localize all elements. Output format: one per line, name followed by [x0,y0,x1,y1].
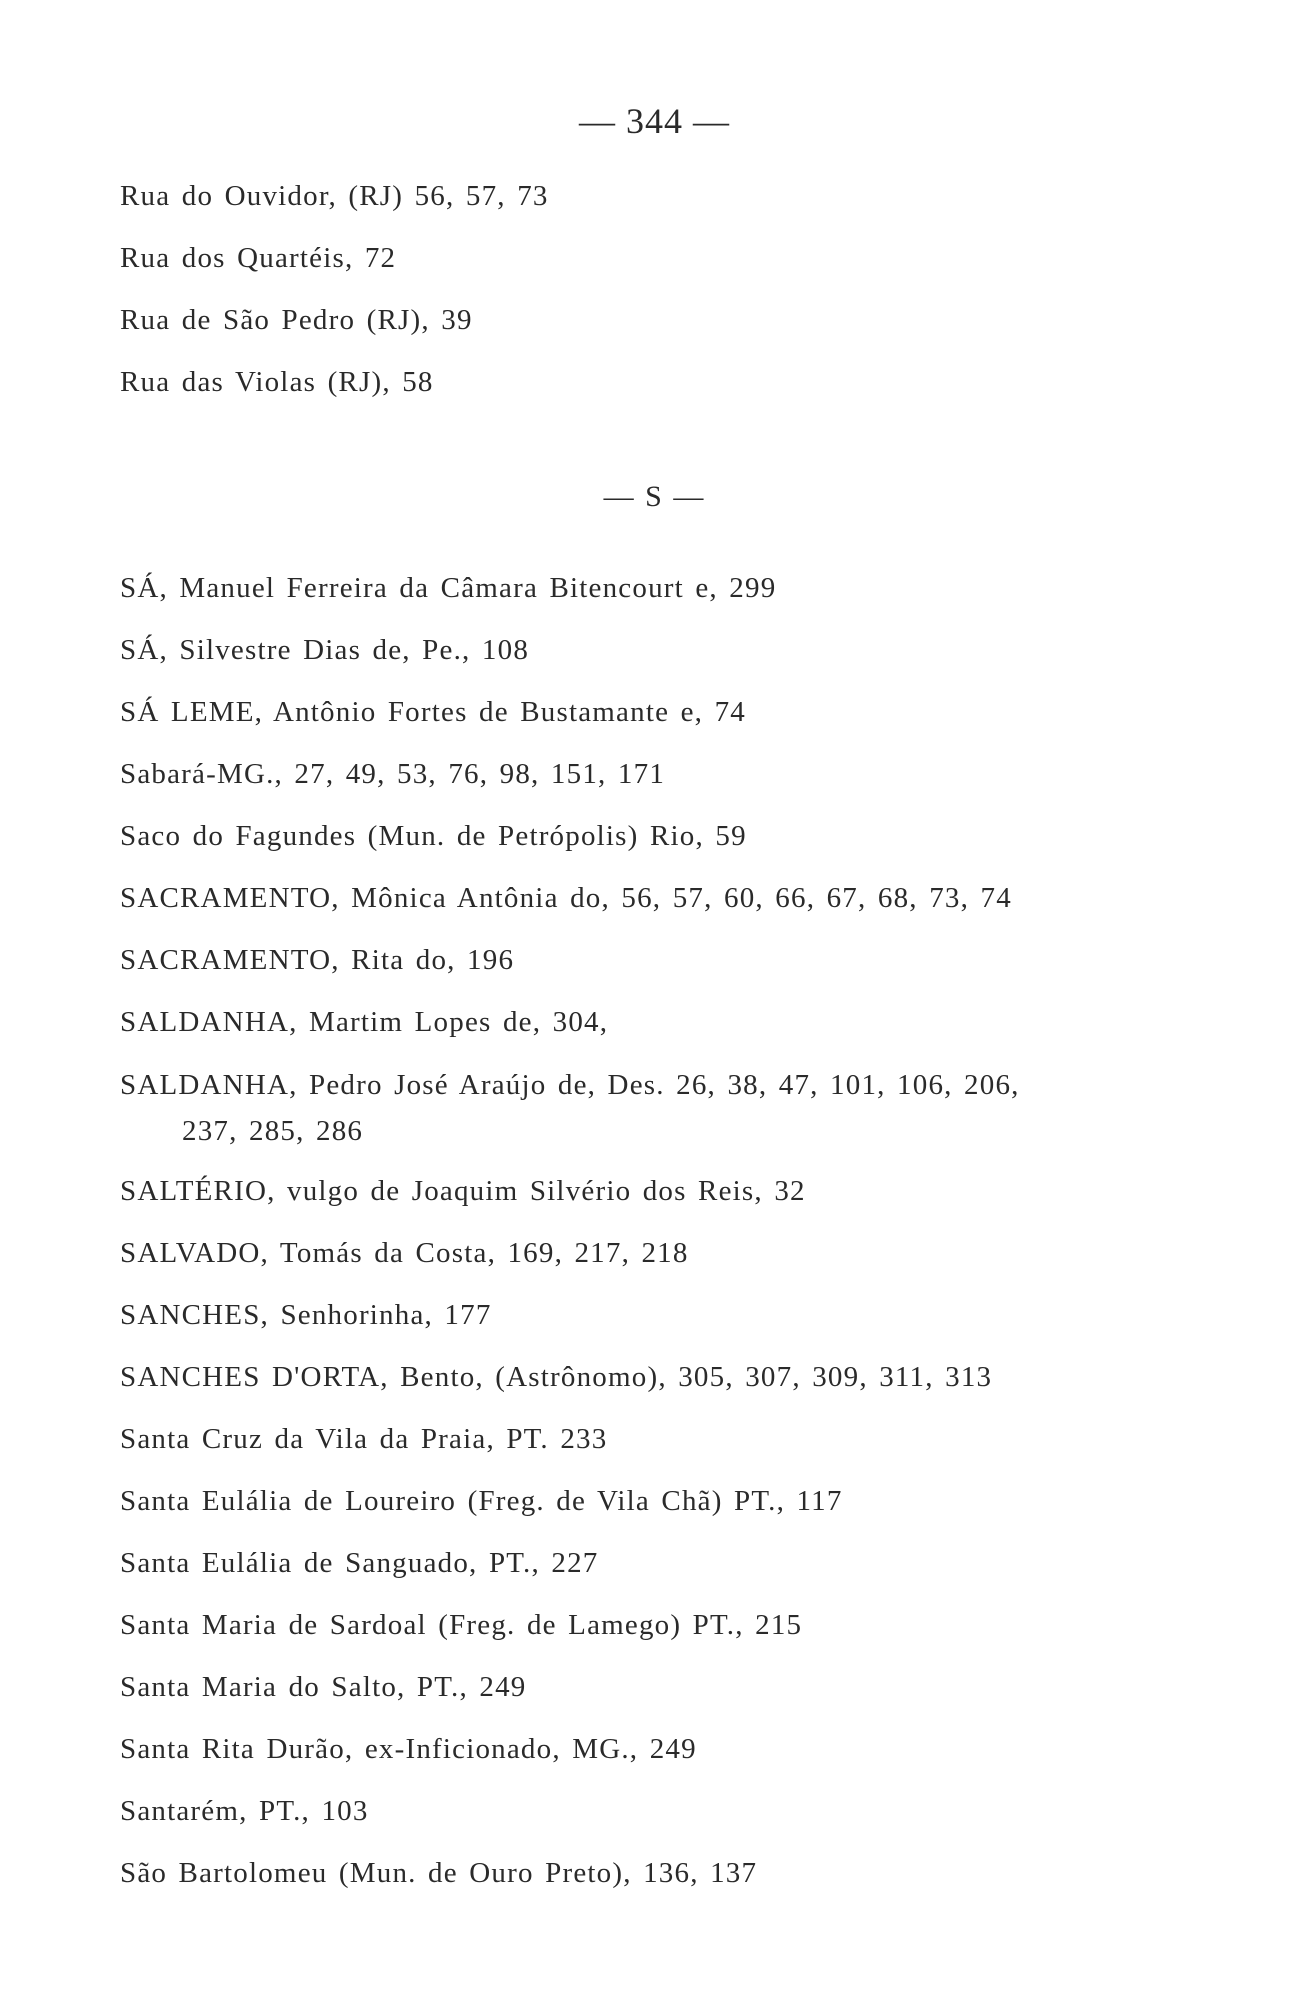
index-entry: SACRAMENTO, Mônica Antônia do, 56, 57, 60, 66, 67, 68, 73, 74 [120,882,1012,914]
index-entry: Santa Maria de Sardoal (Freg. de Lamego) PT., 215 [120,1609,803,1641]
page-number: — 344 — [579,101,730,141]
index-entry: SÁ, Silvestre Dias de, Pe., 108 [120,634,530,666]
index-entry: SÁ, Manuel Ferreira da Câmara Bitencourt e, 299 [120,572,777,604]
index-entry: SANCHES D'ORTA, Bento, (Astrônomo), 305, 307, 309, 311, 313 [120,1361,993,1393]
index-entry: Santa Rita Durão, ex-Inficionado, MG., 249 [120,1733,697,1765]
index-entry: Rua dos Quartéis, 72 [120,242,397,274]
index-entry: Santa Cruz da Vila da Praia, PT. 233 [120,1423,608,1455]
index-entry: Santa Eulália de Loureiro (Freg. de Vila Chã) PT., 117 [120,1485,843,1517]
index-entry: Sabará-MG., 27, 49, 53, 76, 98, 151, 171 [120,758,666,790]
index-entry: SALTÉRIO, vulgo de Joaquim Silvério dos Reis, 32 [120,1175,806,1207]
index-entry: Santa Eulália de Sanguado, PT., 227 [120,1547,599,1579]
index-entry: SÁ LEME, Antônio Fortes de Bustamante e, 74 [120,696,746,728]
section-letter: — S — [603,480,706,513]
index-entry: Rua do Ouvidor, (RJ) 56, 57, 73 [120,180,549,212]
entry-text: SALDANHA, Pedro José Araújo de, Des. 26, 38, 47, 101, 106, 206, [120,1069,1020,1101]
index-entry: Rua de São Pedro (RJ), 39 [120,304,473,336]
index-entry: SACRAMENTO, Rita do, 196 [120,944,515,976]
index-entry: Rua das Violas (RJ), 58 [120,366,434,398]
index-entry: Santa Maria do Salto, PT., 249 [120,1671,527,1703]
index-entry: SALDANHA, Martim Lopes de, 304, [120,1006,609,1038]
index-entry: São Bartolomeu (Mun. de Ouro Preto), 136, 137 [120,1857,758,1889]
entry-continuation: 237, 285, 286 [182,1115,364,1147]
index-entry [120,1062,1200,1154]
index-entry: Santarém, PT., 103 [120,1795,369,1827]
index-entry: SALVADO, Tomás da Costa, 169, 217, 218 [120,1237,689,1269]
index-entry: SANCHES, Senhorinha, 177 [120,1299,492,1331]
index-entry: Saco do Fagundes (Mun. de Petrópolis) Rio, 59 [120,820,747,852]
